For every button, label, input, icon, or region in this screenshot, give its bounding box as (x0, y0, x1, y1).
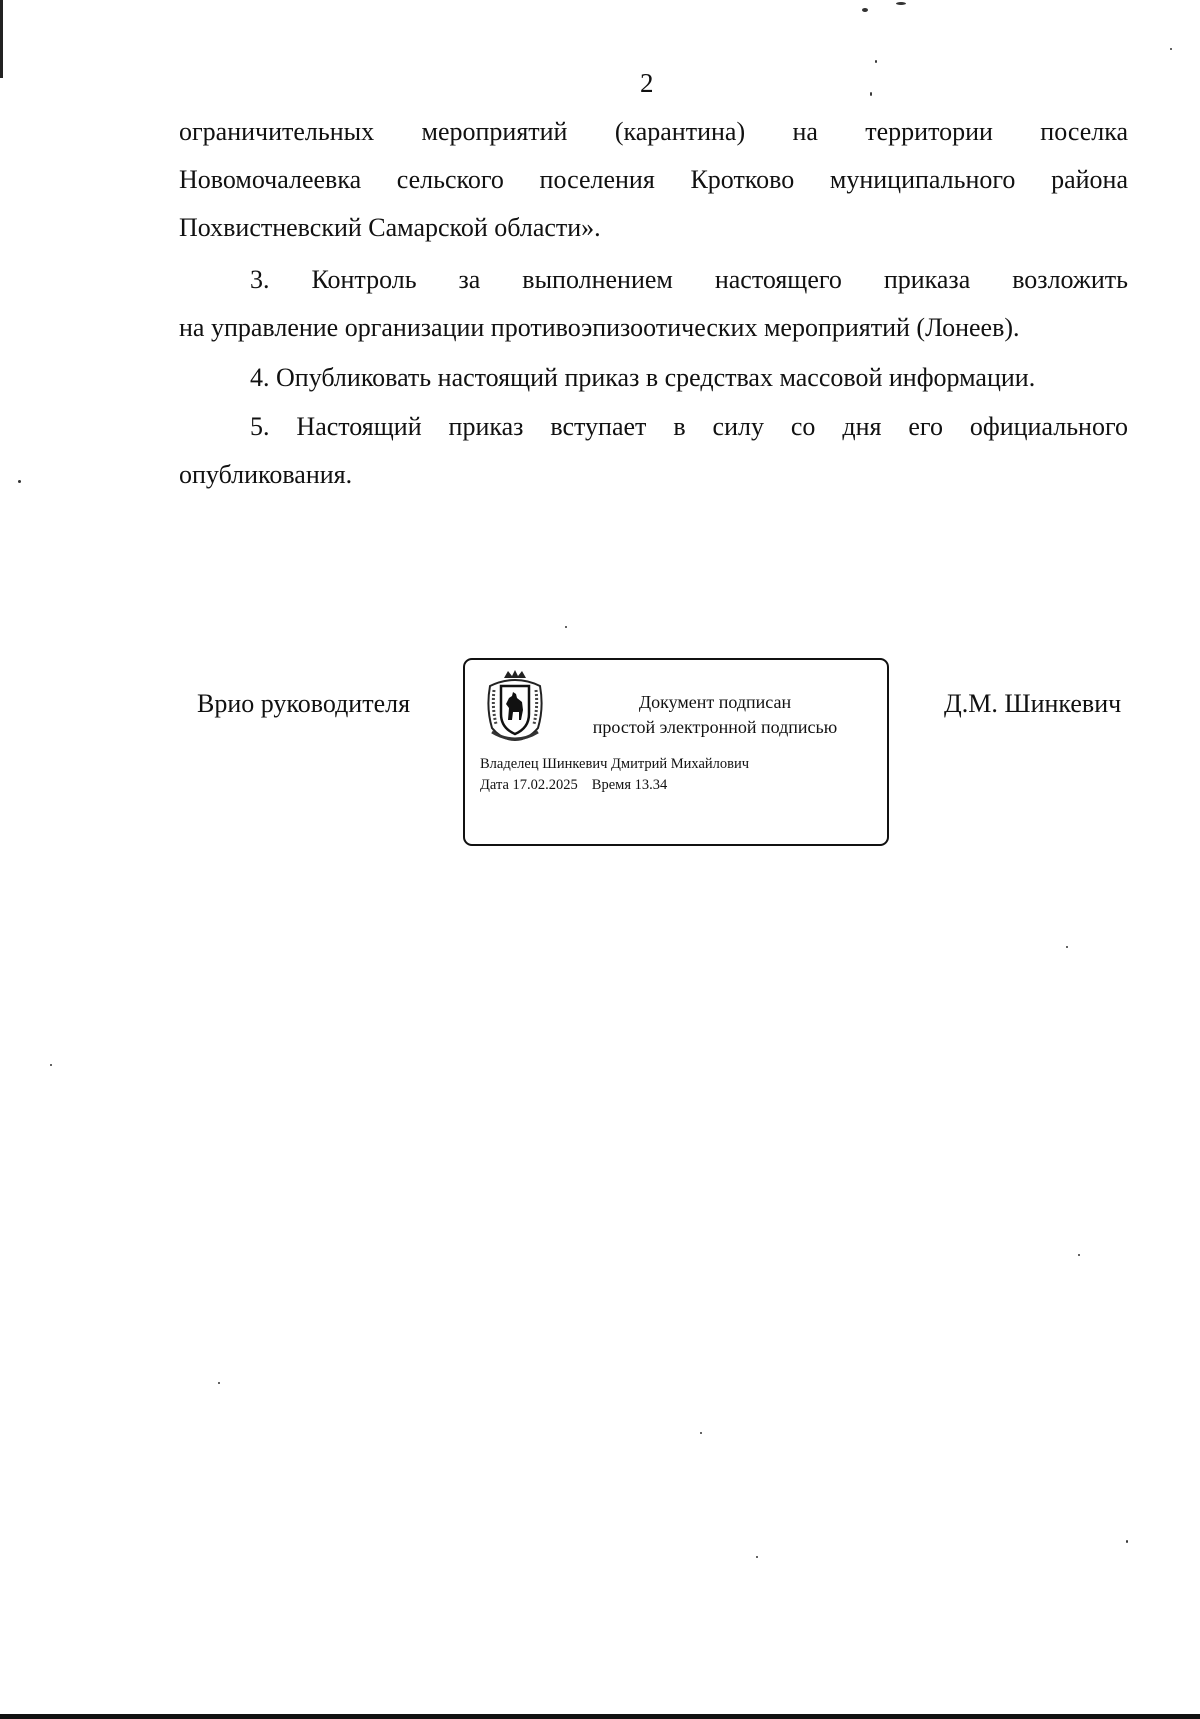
coat-of-arms-icon (482, 668, 548, 742)
scan-speck (1170, 48, 1172, 50)
text-line: 5. Настоящий приказ вступает в силу со дня его официального (250, 412, 1128, 441)
scan-speck (565, 626, 567, 628)
text-line: Похвистневский Самарской области». (179, 213, 601, 242)
scan-speck (18, 480, 21, 483)
stamp-time: Время 13.34 (591, 777, 668, 793)
stamp-title (565, 690, 865, 740)
text-line: Новомочалеевка сельского поселения Кротково муниципального района (179, 165, 1128, 194)
stamp-owner: Владелец Шинкевич Дмитрий Михайлович (480, 756, 750, 772)
stamp-details (480, 754, 749, 796)
text-line: ограничительных мероприятий (карантина) на территории поселка (179, 117, 1128, 146)
scan-speck (50, 1064, 52, 1066)
scan-speck (896, 2, 906, 5)
scan-bottom-edge (0, 1714, 1200, 1719)
text-line: 3. Контроль за выполнением настоящего приказа возложить (250, 265, 1128, 294)
paragraph-item-4 (179, 354, 1128, 402)
paragraph-continuation (179, 108, 1128, 252)
scan-speck (875, 60, 877, 63)
text-line: на управление организации противоэпизоотических мероприятий (Лонеев). (179, 313, 1020, 342)
paragraph-item-5 (179, 403, 1128, 499)
signer-position: Врио руководителя (197, 689, 411, 718)
scan-speck (756, 1556, 758, 1558)
text-line: опубликования. (179, 460, 353, 489)
stamp-date: Дата 17.02.2025 (480, 777, 578, 793)
stamp-datetime (480, 775, 749, 796)
page-number: 2 (640, 68, 654, 98)
electronic-signature-stamp (463, 658, 889, 846)
stamp-title-line: простой электронной подписью (592, 717, 838, 737)
scan-edge-mark (0, 0, 3, 78)
scan-speck (1066, 946, 1068, 948)
stamp-title-line: Документ подписан (638, 692, 792, 712)
scan-speck (870, 92, 872, 96)
signer-name: Д.М. Шинкевич (944, 689, 1122, 718)
paragraph-item-3 (179, 256, 1128, 352)
text-line: 4. Опубликовать настоящий приказ в средствах массовой информации. (250, 363, 1036, 392)
scan-speck (700, 1432, 702, 1434)
scan-speck (1126, 1540, 1128, 1543)
scan-speck (1078, 1254, 1080, 1256)
scan-speck (218, 1382, 220, 1384)
scan-speck (862, 8, 868, 12)
